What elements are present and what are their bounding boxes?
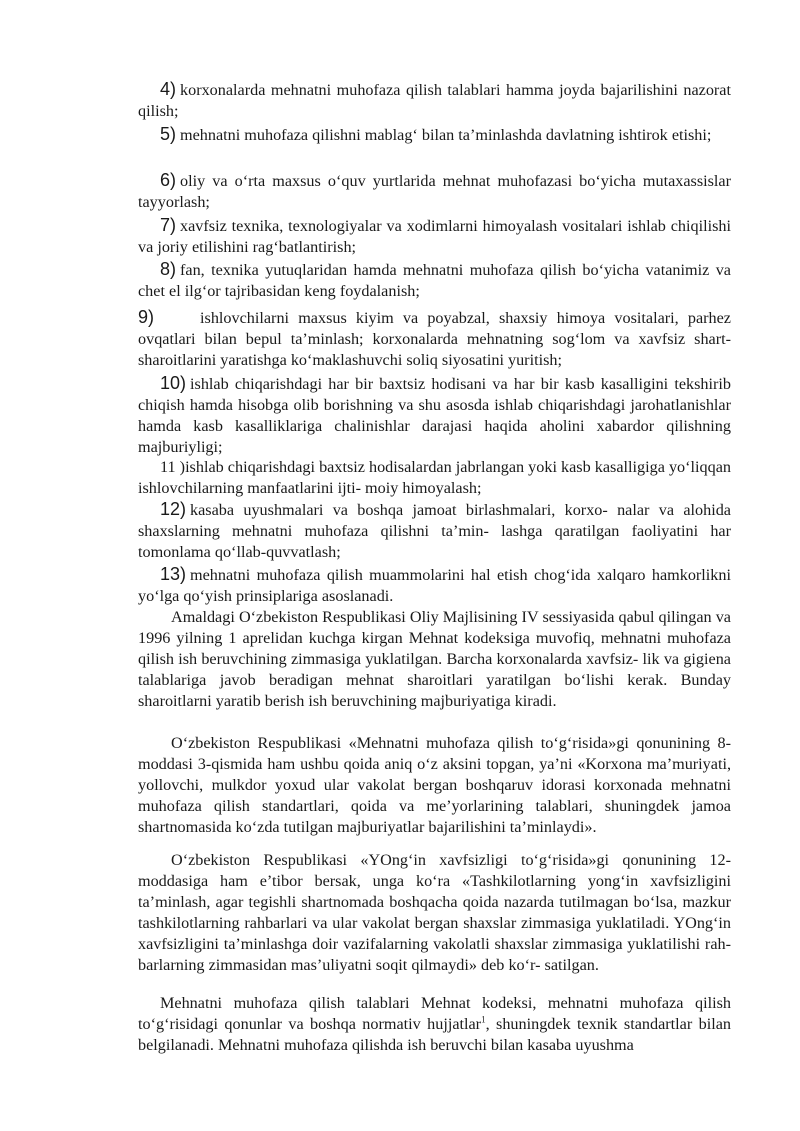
footnote-marker: 1 [481,1014,486,1025]
list-text: kasaba uyushmalari va boshqa jamoat birlashmalari, korxo- nalar va alohida shaxslarning mehnatni muhofaza qilishni ta’min- lashga qaratilgan faoliyatini har tomonlama qo‘llab-quvvatlash; [138,501,731,561]
list-text: korxonalarda mehnatni muhofaza qilish talablari hamma joyda bajarilishini nazorat qilish; [138,81,731,120]
body-paragraph-labor-protection-law: O‘zbekiston Respublikasi «Mehnatni muhofaza qilish to‘g‘risida»gi qonunining 8-moddasi 3-qismida ham ushbu qoida aniq o‘z aksini topgan, ya’ni «Korxona ma’muriyati, yollovchi, mulkdor yoxud ular vakolat bergan boshqaruv idorasi korxonada mehnatni muhofaza qilish standartlari, qoida va me’yorlarining talablari, shuningdek jamoa shartnomasida ko‘zda tutilgan majburiyatlar bajarilishini ta’minlaydi». [138,734,731,836]
list-number: 9) [138,307,155,327]
paragraph-text: Mehnatni muhofaza qilish talablari Mehnat kodeksi, mehnatni muhofaza qilish to‘g‘risidagi qonunlar va boshqa normativ hujjatlar [138,994,731,1033]
body-paragraph-requirements [138,993,731,1056]
list-item-7 [138,215,731,258]
list-number: 7) [160,215,177,235]
list-item-5 [138,124,731,146]
list-item-13 [138,564,731,607]
list-item-11 [138,457,731,499]
list-number: 12) [160,499,187,519]
paragraph-text-continued: , shuningdek texnik standartlar bilan belgilanadi. Mehnatni muhofaza qilishda ish beruvchi bilan kasaba uyushma [138,1015,731,1054]
list-number: 4) [160,79,177,99]
list-text: fan, texnika yutuqlaridan hamda mehnatni muhofaza qilish bo‘yicha vatanimiz va chet el ilg‘or tajribasidan keng foydalanish; [138,261,731,300]
list-item-12 [138,499,731,563]
list-item-9 [138,307,731,371]
list-text: ishlovchilarni maxsus kiyim va poyabzal, shaxsiy himoya vositalari, parhez ovqatlari bilan bepul ta’minlash; korxonalarda mehnatning sog‘lom va xavfsiz shart-sharoitlarini yaratishga ko‘maklashuvchi soliq siyosatini yuritish; [138,309,731,369]
list-text: ishlab chiqarishdagi har bir baxtsiz hodisani va har bir kasb kasalligini tekshirib chiqish hamda hisobga olib borishning va shu asosda ishlab chiqarishdagi jarohatlanishlar hamda kasb kasalliklariga chalinishlar darajasi haqida aholini xabardor qilishning majburiyligi; [138,375,731,456]
body-paragraph-labor-code: Amaldagi O‘zbekiston Respublikasi Oliy Majlisining IV sessiyasida qabul qilingan va 1996 yilning 1 aprelidan kuchga kirgan Mehnat kodeksiga muvofiq, mehnatni muhofaza qilish ish beruvchining zimmasiga yuklatilgan. Barcha korxonalarda xavfsiz- lik va gigiena talablariga javob beradigan mehnat sharoitlari yaratilgan bo‘lishi kerak. Bunday sharoitlarni yaratib berish ish beruvchining majburiyatiga kiradi. [138,608,731,710]
list-number: 6) [160,170,177,190]
list-text: mehnatni muhofaza qilish muammolarini hal etish chog‘ida xalqaro hamkorlikni yo‘lga qo‘yish prinsiplariga asoslanadi. [138,566,731,605]
list-text: oliy va o‘rta maxsus o‘quv yurtlarida mehnat muhofazasi bo‘yicha mutaxassislar tayyorlash; [138,172,731,211]
list-item-4 [138,79,731,122]
list-number: 11 ) [160,458,186,476]
list-number: 10) [160,373,187,393]
list-text: mehnatni muhofaza qilishni mablag‘ bilan ta’minlashda davlatning ishtirok etishi; [180,126,712,144]
list-number: 13) [160,564,187,584]
list-item-6 [138,170,731,213]
list-number: 5) [160,124,177,144]
list-text: xavfsiz texnika, texnologiyalar va xodimlarni himoyalash vositalari ishlab chiqilishi va joriy etilishini rag‘batlantirish; [138,217,731,256]
list-number: 8) [160,259,177,279]
list-item-8 [138,259,731,302]
body-paragraph-fire-safety-law: O‘zbekiston Respublikasi «YOng‘in xavfsizligi to‘g‘risida»gi qonunining 12-moddasiga ham e’tibor bersak, unga ko‘ra «Tashkilotlarning yong‘in xavfsizligini ta’minlash, agar tegishli shartnomada boshqacha qoida nazarda tutilmagan bo‘lsa, mazkur tashkilotlarning rahbarlari va ular vakolat bergan shaxslar zimmasiga yuklatiladi. YOng‘in xavfsizligini ta’minlashga doir vazifalarning vakolatli shaxslar zimmasiga yuklatilishi rah- barlarning zimmasidan mas’uliyatni soqit qilmaydi» deb ko‘r- satilgan. [138,851,731,974]
list-item-10 [138,373,731,458]
list-text: ishlab chiqarishdagi baxtsiz hodisalardan jabrlangan yoki kasb kasalligiga yo‘liqqan ishlovchilarning manfaatlarini ijti- moiy himoyalash; [138,458,731,497]
